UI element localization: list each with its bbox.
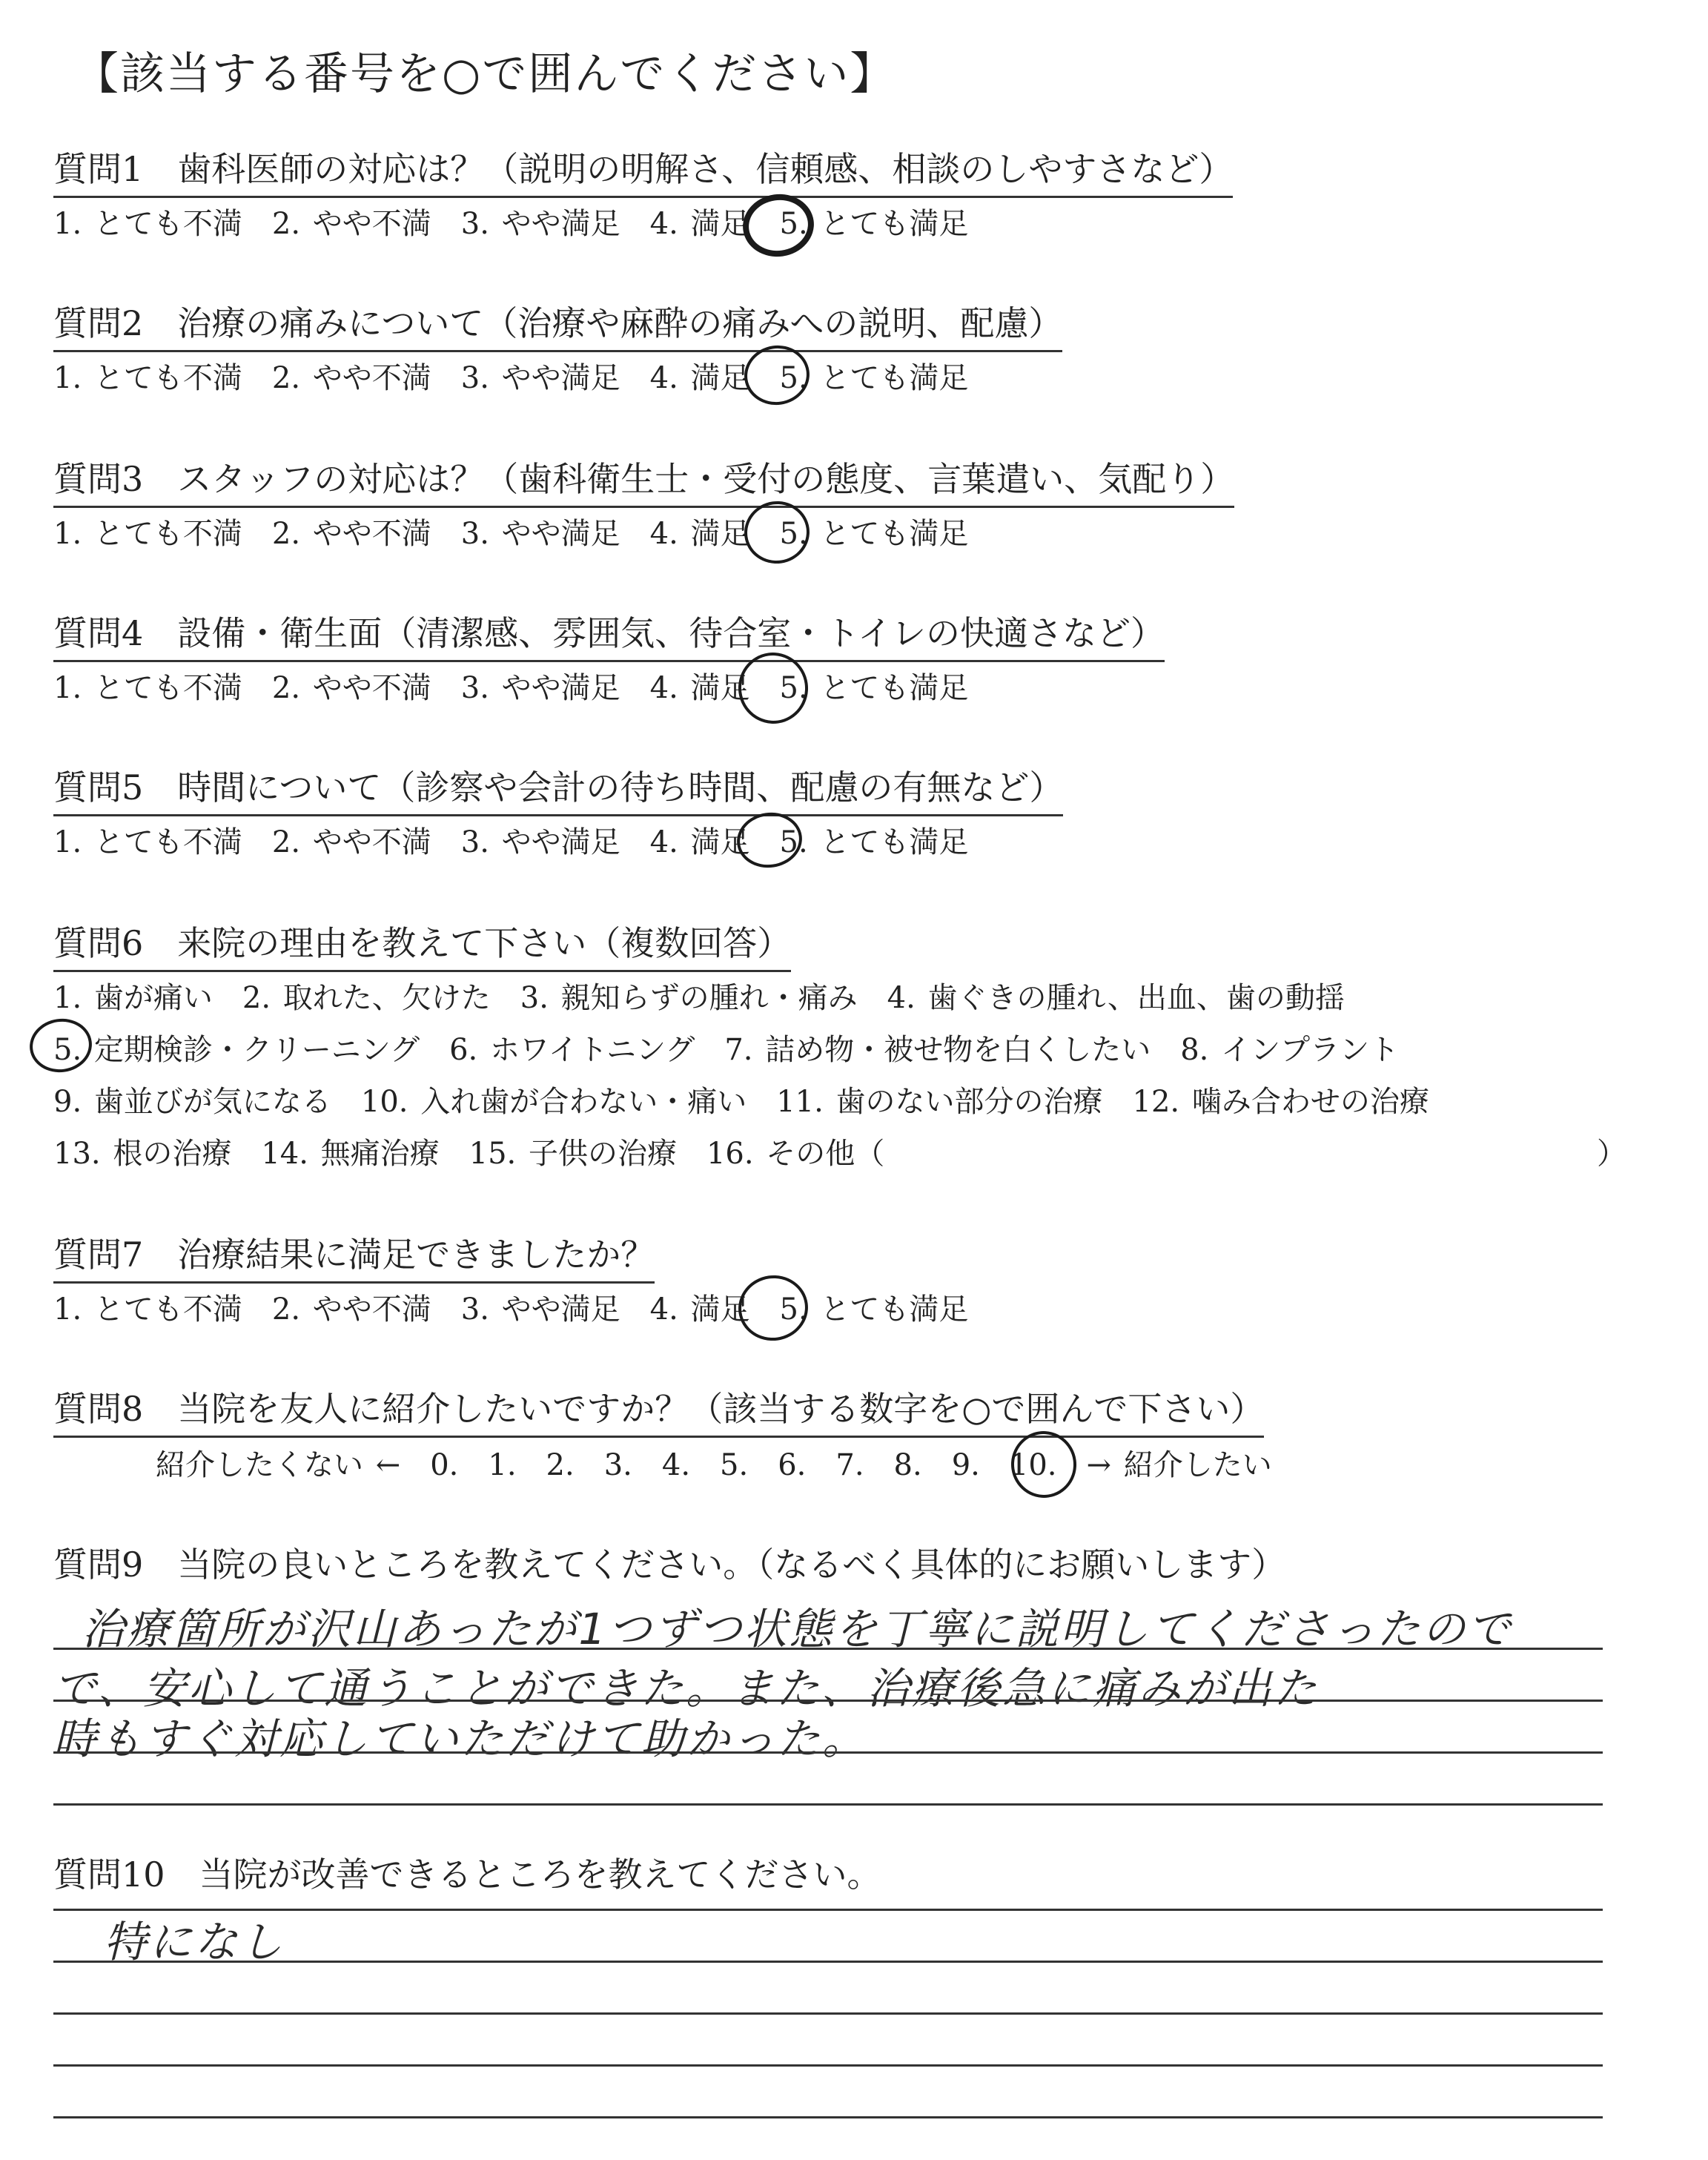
answer-line-rule (53, 1648, 1603, 1650)
question-6-other-close-paren: ） (1597, 1137, 1626, 1171)
question-9-answer-line-1: 治療箇所が沢山あったが1つずつ状態を丁寧に説明してくださったので (82, 1604, 1513, 1654)
answer-line-rule (53, 1803, 1603, 1806)
question-7-title: 質問7 治療結果に満足できましたか？ (53, 1228, 655, 1284)
question-1-title: 質問1 歯科医師の対応は？（説明の明解さ、信頼感、相談のしやすさなど） (53, 142, 1233, 198)
question-9-answer-line-2: で、安心して通うことができた。また、治療後急に痛みが出た (53, 1663, 1319, 1714)
answer-line-rule (53, 2012, 1603, 2015)
question-6-reasons-row-1: 1. 歯が痛い 2. 取れた、欠けた 3. 親知らずの腫れ・痛み 4. 歯ぐきの腫れ、出血、歯の動揺 (53, 981, 1345, 1015)
answer-line-rule (53, 1909, 1603, 1911)
question-7-selected-circle[interactable] (734, 1271, 812, 1345)
answer-line-rule (53, 1961, 1603, 1963)
answer-line-rule (53, 2064, 1603, 2067)
question-8-scale: 紹介したくない ← 0. 1. 2. 3. 4. 5. 6. 7. 8. 9. 10. → 紹介したい (156, 1448, 1272, 1482)
question-10-answer: 特になし (104, 1917, 285, 1967)
question-4-options: 1. とても不満 2. やや不満 3. やや満足 4. 満足 5. とても満足 (53, 671, 969, 705)
answer-line-rule (53, 1751, 1603, 1754)
question-3-title: 質問3 スタッフの対応は？（歯科衛生士・受付の態度、言葉遣い、気配り） (53, 452, 1234, 508)
question-8-selected-circle[interactable] (1007, 1427, 1081, 1502)
question-3-options: 1. とても不満 2. やや不満 3. やや満足 4. 満足 5. とても満足 (53, 517, 969, 551)
question-7-options: 1. とても不満 2. やや不満 3. やや満足 4. 満足 5. とても満足 (53, 1292, 969, 1327)
question-10-title: 質問10 当院が改善できるところを教えてください。 (53, 1855, 881, 1895)
question-2-options: 1. とても不満 2. やや不満 3. やや満足 4. 満足 5. とても満足 (53, 361, 969, 395)
question-6-title: 質問6 来院の理由を教えて下さい（複数回答） (53, 916, 791, 972)
question-8-title: 質問8 当院を友人に紹介したいですか？（該当する数字を○で囲んで下さい） (53, 1382, 1264, 1438)
question-4-title: 質問4 設備・衛生面（清潔感、雰囲気、待合室・トイレの快適さなど） (53, 607, 1165, 662)
question-6-reasons-row-4: 13. 根の治療 14. 無痛治療 15. 子供の治療 16. その他（ (53, 1137, 885, 1171)
answer-line-rule (53, 1700, 1603, 1702)
question-5-title: 質問5 時間について（診察や会計の待ち時間、配慮の有無など） (53, 761, 1063, 816)
question-6-reasons-row-3: 9. 歯並びが気になる 10. 入れ歯が合わない・痛い 11. 歯のない部分の治療 12. 噛み合わせの治療 (53, 1085, 1429, 1119)
question-9-answer-line-3: 時もすぐ対応していただけて助かった。 (53, 1714, 868, 1764)
question-1-options: 1. とても不満 2. やや不満 3. やや満足 4. 満足 5. とても満足 (53, 207, 969, 241)
question-6-reasons-row-2: 5. 定期検診・クリーニング 6. ホワイトニング 7. 詰め物・被せ物を白くしたい 8. インプラント (53, 1033, 1400, 1067)
question-2-title: 質問2 治療の痛みについて（治療や麻酔の痛みへの説明、配慮） (53, 297, 1062, 352)
answer-line-rule (53, 2116, 1603, 2118)
question-9-title: 質問9 当院の良いところを教えてください。（なるべく具体的にお願いします） (53, 1545, 1286, 1585)
question-5-options: 1. とても不満 2. やや不満 3. やや満足 4. 満足 5. とても満足 (53, 825, 969, 859)
page-title: 【該当する番号を○で囲んでください】 (74, 48, 896, 100)
